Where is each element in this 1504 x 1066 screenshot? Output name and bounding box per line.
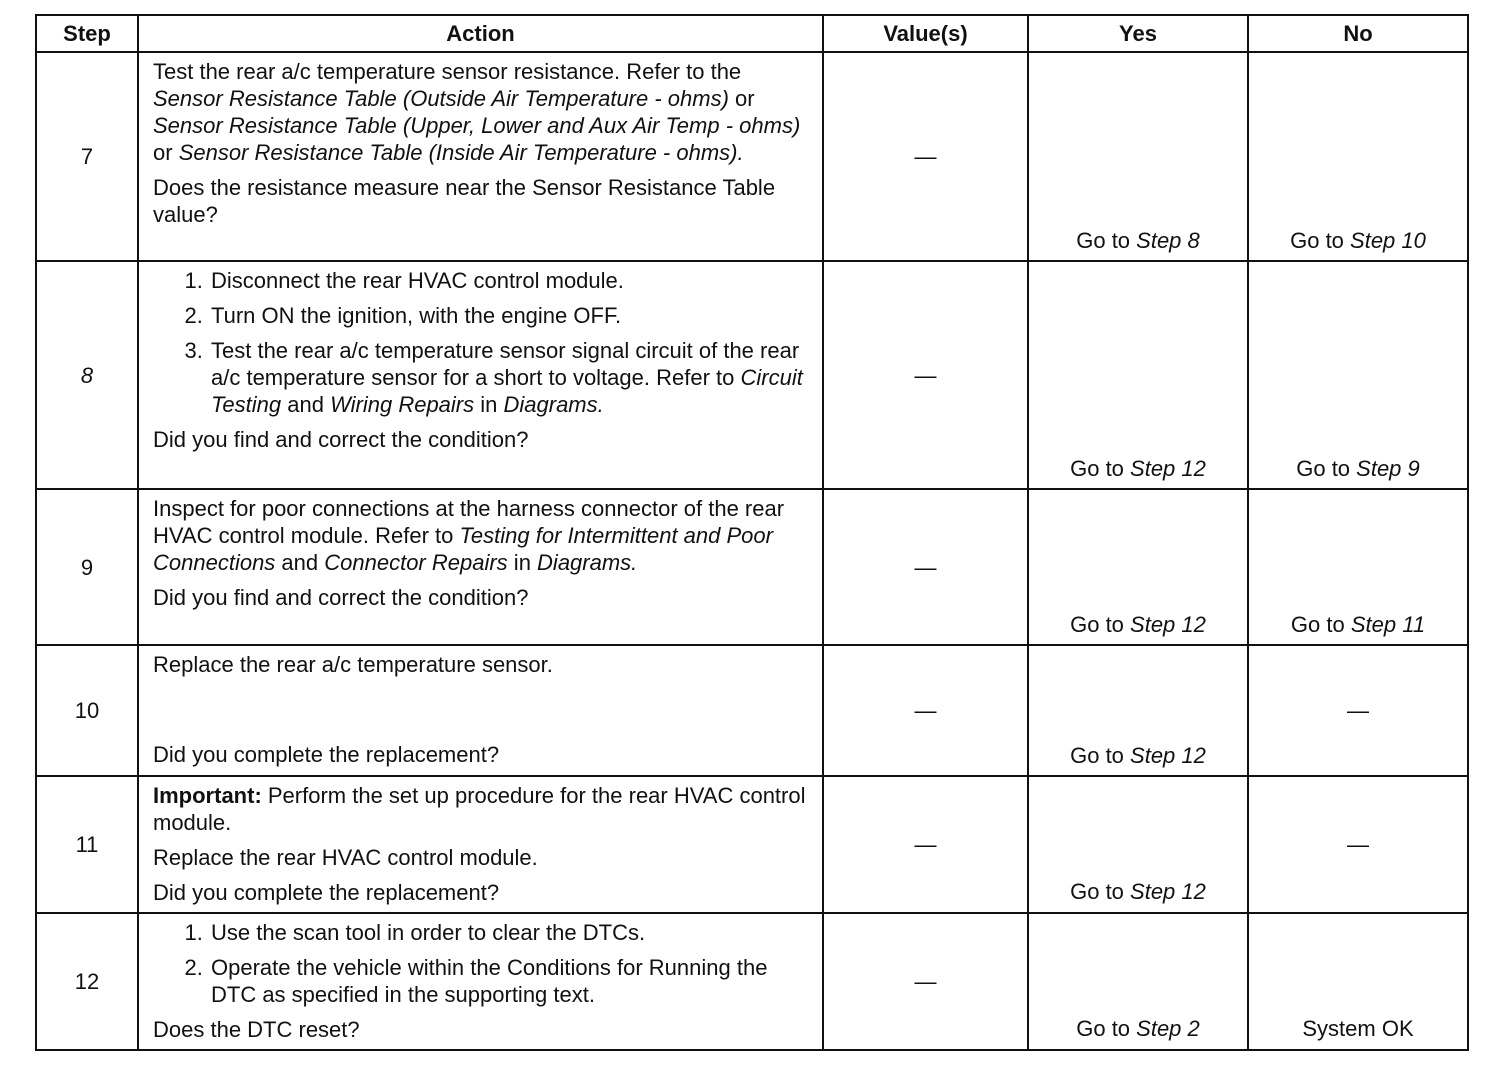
no-link[interactable]: Go to Step 10 (1290, 228, 1426, 253)
yes-cell (1028, 489, 1248, 645)
no-cell (1248, 776, 1468, 913)
header-action: Action (138, 15, 823, 52)
no-value: — (1347, 698, 1369, 723)
yes-cell (1028, 776, 1248, 913)
action-cell (138, 645, 823, 776)
yes-cell (1028, 645, 1248, 776)
yes-link[interactable]: Go to Step 12 (1070, 612, 1206, 637)
important-note: Important: Perform the set up procedure for the rear HVAC control module. (153, 783, 806, 835)
no-cell (1248, 52, 1468, 261)
yes-cell (1028, 261, 1248, 489)
table-row (36, 776, 1468, 913)
value-dash: — (914, 554, 937, 580)
no-result: System OK (1302, 1016, 1414, 1041)
yes-link[interactable]: Go to Step 2 (1076, 1016, 1200, 1041)
value-dash: — (914, 144, 937, 169)
header-no: No (1248, 15, 1468, 52)
action-step-3: 3. Test the rear a/c temperature sensor signal circuit of the rear a/c temperature sensor for a short to voltage. Refer to Circuit Testing and Wiring Repairs in Diagrams. (209, 337, 808, 418)
header-step: Step (36, 15, 138, 52)
action-step-1: 1. Use the scan tool in order to clear the DTCs. (209, 919, 808, 946)
no-cell (1248, 913, 1468, 1050)
question-text: Did you complete the replacement? (153, 742, 500, 767)
step-number: 7 (36, 52, 138, 261)
step-number: 12 (36, 913, 138, 1050)
value-dash: — (914, 698, 937, 723)
question-text: Did you complete the replacement? (153, 880, 500, 905)
table-row (36, 52, 1468, 261)
action-cell (138, 261, 823, 489)
no-value: — (1347, 832, 1369, 857)
no-cell (1248, 489, 1468, 645)
value-cell (823, 645, 1028, 776)
header-values: Value(s) (823, 15, 1028, 52)
question-text: Does the resistance measure near the Sensor Resistance Table value? (153, 175, 776, 227)
step-number: 8 (36, 261, 138, 489)
value-cell (823, 261, 1028, 489)
question-text: Did you find and correct the condition? (153, 427, 529, 452)
step-number: 11 (36, 776, 138, 913)
no-link[interactable]: Go to Step 9 (1296, 456, 1420, 481)
diagnostic-table (35, 14, 1469, 1051)
table-row (36, 913, 1468, 1050)
value-cell (823, 52, 1028, 261)
table-row (36, 261, 1468, 489)
action-step-2: 2. Operate the vehicle within the Conditions for Running the DTC as specified in the supporting text. (209, 954, 808, 1008)
question-text: Did you find and correct the condition? (153, 585, 529, 610)
action-cell (138, 489, 823, 645)
yes-link[interactable]: Go to Step 12 (1070, 456, 1206, 481)
value-dash: — (914, 832, 937, 857)
action-cell (138, 913, 823, 1050)
no-link[interactable]: Go to Step 11 (1290, 612, 1426, 637)
header-yes: Yes (1028, 15, 1248, 52)
action-text: Test the rear a/c temperature sensor resistance. Refer to the Sensor Resistance Table (Outside Air Temperature - ohms) or Sensor Resistance Table (Upper, Lower and Aux Air Temp - ohms) or Sensor Resistance Table (Inside Air Temperature - ohms). (153, 59, 801, 165)
value-cell (823, 489, 1028, 645)
yes-link[interactable]: Go to Step 12 (1070, 879, 1206, 904)
table-row (36, 489, 1468, 645)
table-row (36, 645, 1468, 776)
value-cell (823, 913, 1028, 1050)
step-number: 9 (36, 489, 138, 645)
action-cell (138, 776, 823, 913)
action-text: Replace the rear a/c temperature sensor. (153, 652, 553, 677)
action-steps (153, 919, 808, 1008)
no-cell (1248, 645, 1468, 776)
value-dash: — (914, 969, 937, 994)
no-cell (1248, 261, 1468, 489)
action-step-1: 1. Disconnect the rear HVAC control module. (209, 267, 808, 294)
yes-link[interactable]: Go to Step 12 (1070, 743, 1206, 768)
action-text: Inspect for poor connections at the harness connector of the rear HVAC control module. Refer to Testing for Intermittent and Poor Connections and Connector Repairs in Diagrams. (153, 496, 785, 575)
step-number: 10 (36, 645, 138, 776)
action-text: Replace the rear HVAC control module. (153, 845, 538, 870)
value-cell (823, 776, 1028, 913)
yes-cell (1028, 913, 1248, 1050)
yes-link[interactable]: Go to Step 8 (1076, 228, 1200, 253)
action-steps (153, 267, 808, 418)
header-row (36, 15, 1468, 52)
action-cell (138, 52, 823, 261)
value-dash: — (914, 362, 937, 388)
yes-cell (1028, 52, 1248, 261)
action-step-2: 2. Turn ON the ignition, with the engine OFF. (209, 302, 808, 329)
question-text: Does the DTC reset? (153, 1017, 360, 1042)
